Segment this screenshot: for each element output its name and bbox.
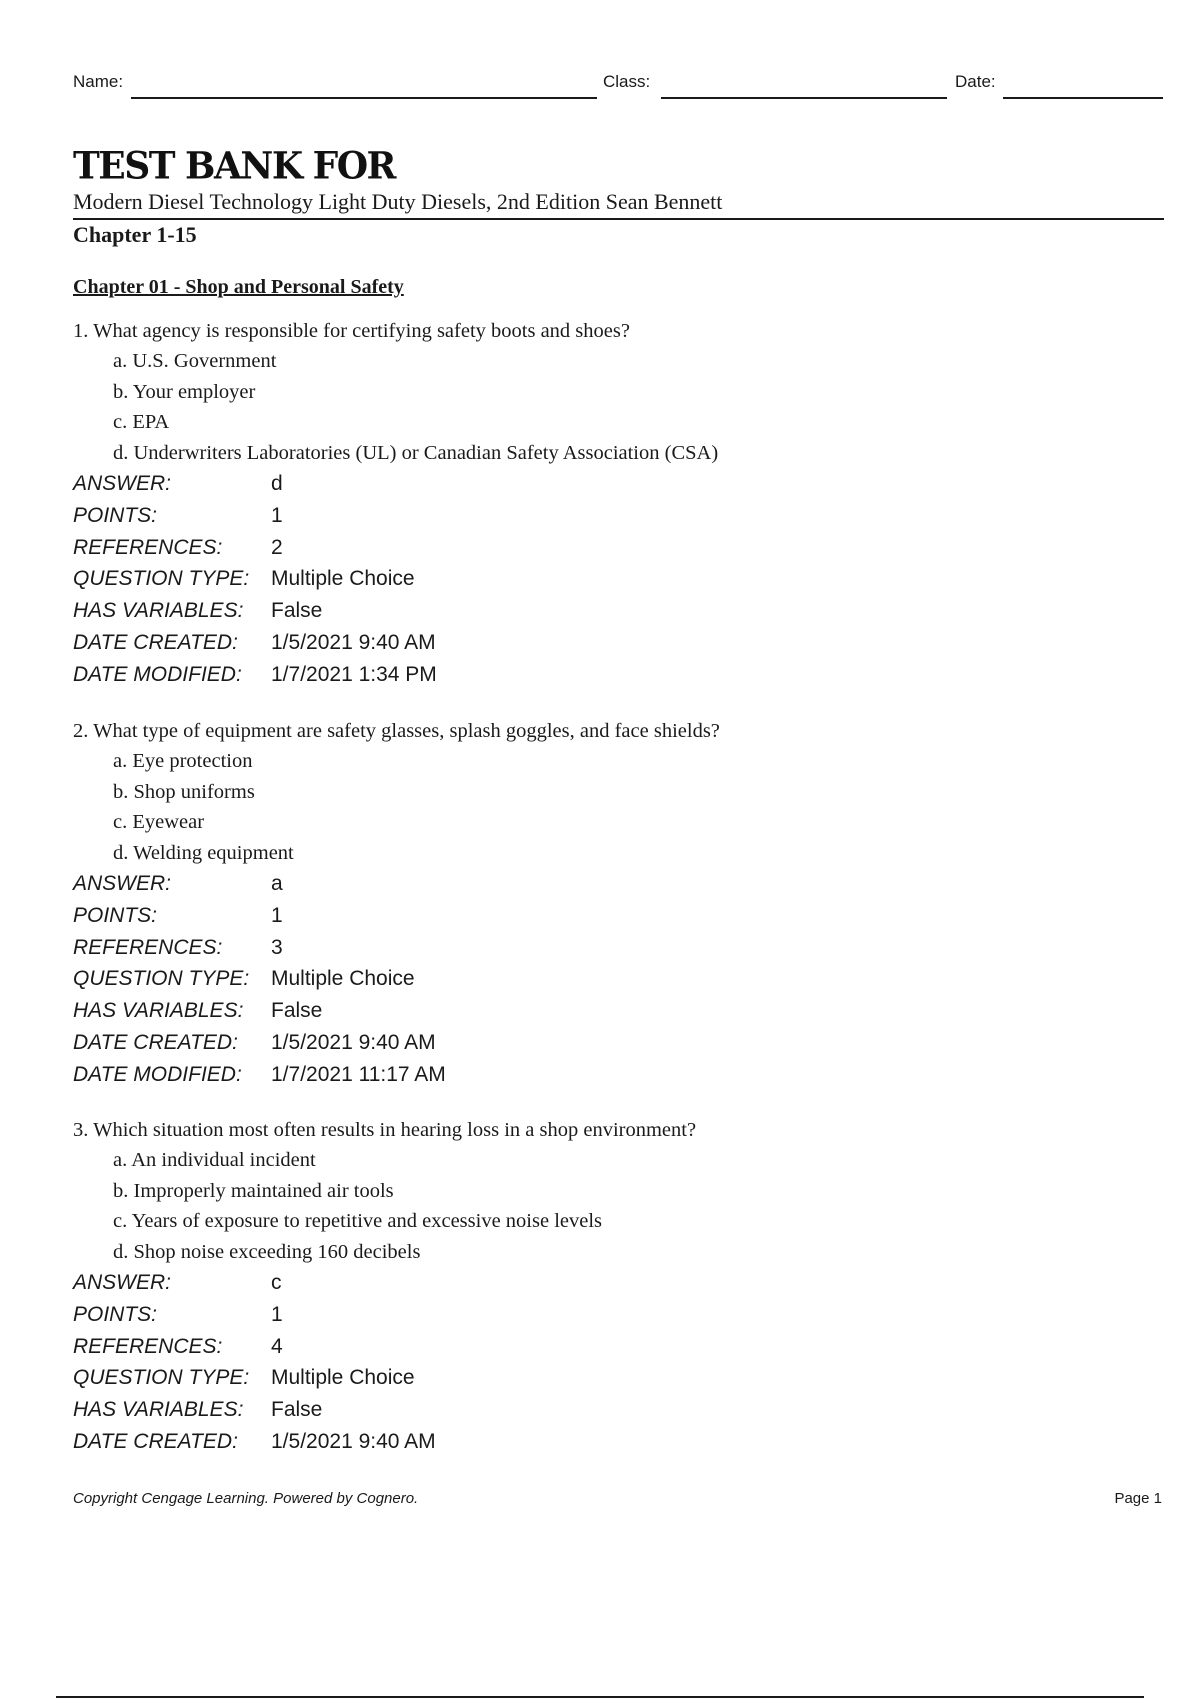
- answer-choice: a. Eye protection: [113, 750, 253, 772]
- student-info-header: [73, 72, 1163, 102]
- question-block: [73, 716, 1163, 1091]
- metadata-key: REFERENCES:: [73, 1334, 223, 1358]
- bottom-divider: [56, 1696, 1144, 1698]
- metadata-key: ANSWER:: [73, 872, 172, 895]
- metadata-key: POINTS:: [73, 903, 158, 927]
- metadata-row: [73, 932, 1163, 964]
- name-label: Name:: [73, 72, 124, 91]
- metadata-row: [73, 468, 1163, 500]
- metadata-value: 3: [271, 935, 283, 959]
- metadata-key: HAS VARIABLES:: [73, 599, 244, 623]
- question-block: [73, 1115, 1163, 1458]
- metadata-value: False: [271, 1398, 323, 1422]
- document-title: TEST BANK FOR: [73, 144, 395, 189]
- metadata-key: POINTS:: [73, 503, 158, 527]
- metadata-key: DATE MODIFIED:: [73, 1062, 242, 1086]
- name-line: [131, 97, 597, 99]
- metadata-key: ANSWER:: [73, 1271, 172, 1294]
- metadata-key: HAS VARIABLES:: [73, 999, 244, 1023]
- chapter-range: Chapter 1-15: [73, 222, 197, 247]
- metadata-key: DATE MODIFIED:: [73, 662, 242, 686]
- metadata-value: a: [271, 872, 283, 895]
- metadata-row: [73, 1426, 1163, 1458]
- metadata-row: [73, 659, 1163, 691]
- metadata-row: [73, 1267, 1163, 1299]
- metadata-key: REFERENCES:: [73, 535, 223, 559]
- metadata-value: 1/7/2021 1:34 PM: [271, 662, 437, 686]
- class-label: Class:: [603, 72, 651, 91]
- metadata-key: QUESTION TYPE:: [73, 1366, 250, 1390]
- metadata-key: ANSWER:: [73, 472, 172, 495]
- answer-choice: a. An individual incident: [113, 1149, 316, 1171]
- copyright-notice: Copyright Cengage Learning. Powered by Cognero.: [73, 1490, 419, 1507]
- metadata-row: [73, 563, 1163, 595]
- metadata-value: False: [271, 999, 323, 1023]
- metadata-row: [73, 1027, 1163, 1059]
- metadata-row: [73, 532, 1163, 564]
- metadata-value: d: [271, 472, 283, 495]
- answer-choice: c. EPA: [113, 411, 170, 433]
- answer-choice: a. U.S. Government: [113, 350, 277, 372]
- metadata-row: [73, 995, 1163, 1027]
- answer-choice: c. Years of exposure to repetitive and excessive noise levels: [113, 1210, 603, 1232]
- metadata-value: Multiple Choice: [271, 967, 415, 991]
- date-label: Date:: [955, 72, 996, 91]
- metadata-value: 1/5/2021 9:40 AM: [271, 1030, 436, 1054]
- question-block: [73, 316, 1163, 691]
- metadata-value: 1/5/2021 9:40 AM: [271, 1429, 436, 1453]
- answer-choice: d. Shop noise exceeding 160 decibels: [113, 1240, 421, 1263]
- date-line: [1003, 97, 1163, 99]
- metadata-row: [73, 1299, 1163, 1331]
- metadata-value: 4: [271, 1334, 283, 1358]
- chapter-heading: Chapter 01 - Shop and Personal Safety: [73, 276, 404, 298]
- metadata-key: QUESTION TYPE:: [73, 967, 250, 991]
- metadata-row: [73, 595, 1163, 627]
- metadata-row: [73, 963, 1163, 995]
- class-line: [661, 97, 947, 99]
- metadata-key: REFERENCES:: [73, 935, 223, 959]
- page-number: Page 1: [1114, 1490, 1162, 1507]
- metadata-value: 1/5/2021 9:40 AM: [271, 630, 436, 654]
- metadata-row: [73, 500, 1163, 532]
- metadata-key: DATE CREATED:: [73, 630, 238, 654]
- answer-choice: b. Your employer: [113, 380, 256, 403]
- metadata-row: [73, 1331, 1163, 1363]
- metadata-value: 1: [271, 1302, 283, 1326]
- metadata-row: [73, 868, 1163, 900]
- question-text: 2. What type of equipment are safety glasses, splash goggles, and face shields?: [73, 720, 720, 742]
- metadata-row: [73, 900, 1163, 932]
- metadata-row: [73, 1362, 1163, 1394]
- metadata-key: POINTS:: [73, 1302, 158, 1326]
- title-divider: [73, 218, 1164, 220]
- answer-choice: d. Welding equipment: [113, 841, 294, 864]
- question-text: 3. Which situation most often results in hearing loss in a shop environment?: [73, 1119, 697, 1141]
- document-subtitle: Modern Diesel Technology Light Duty Diesels, 2nd Edition Sean Bennett: [73, 189, 723, 214]
- metadata-key: QUESTION TYPE:: [73, 567, 250, 591]
- metadata-row: [73, 627, 1163, 659]
- metadata-key: DATE CREATED:: [73, 1429, 238, 1453]
- metadata-value: 1/7/2021 11:17 AM: [271, 1062, 446, 1086]
- metadata-key: HAS VARIABLES:: [73, 1398, 244, 1422]
- answer-choice: c. Eyewear: [113, 811, 205, 833]
- metadata-value: Multiple Choice: [271, 1366, 415, 1390]
- question-text: 1. What agency is responsible for certifying safety boots and shoes?: [73, 320, 630, 342]
- metadata-value: 1: [271, 903, 283, 927]
- metadata-row: [73, 1394, 1163, 1426]
- metadata-value: False: [271, 599, 323, 623]
- answer-choice: b. Improperly maintained air tools: [113, 1179, 394, 1202]
- metadata-key: DATE CREATED:: [73, 1030, 238, 1054]
- metadata-value: 2: [271, 535, 283, 559]
- answer-choice: d. Underwriters Laboratories (UL) or Canadian Safety Association (CSA): [113, 441, 719, 464]
- answer-choice: b. Shop uniforms: [113, 780, 255, 803]
- metadata-value: c: [271, 1271, 282, 1294]
- metadata-row: [73, 1059, 1163, 1091]
- metadata-value: Multiple Choice: [271, 567, 415, 591]
- metadata-value: 1: [271, 503, 283, 527]
